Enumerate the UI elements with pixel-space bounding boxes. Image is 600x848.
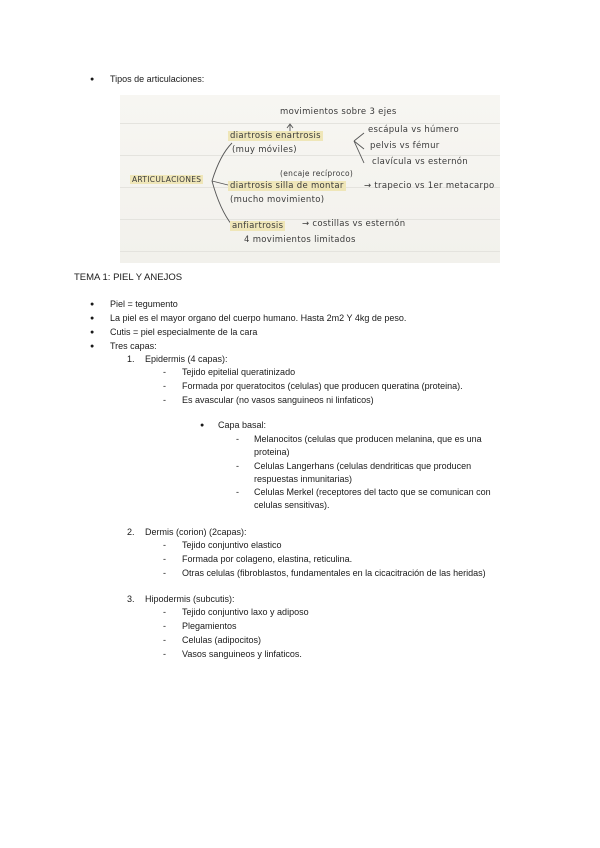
layer-item: Plegamientos: [182, 621, 237, 631]
diagram-branch1-sub: (muy móviles): [232, 145, 297, 155]
dash-marker: -: [163, 367, 166, 377]
dash-marker: -: [236, 434, 239, 444]
diagram-root: ARTICULACIONES: [132, 175, 202, 184]
bullet-text: Cutis = piel especialmente de la cara: [110, 327, 258, 337]
sublayer-title: Capa basal:: [218, 420, 267, 430]
dash-marker: -: [163, 568, 166, 578]
layer-item: Otras celulas (fibroblastos, fundamentales en la cicacitración de las heridas): [182, 568, 486, 578]
sublayer-item-cont: proteina): [254, 447, 290, 457]
list-number: 1.: [127, 354, 135, 364]
bullet-text: Piel = tegumento: [110, 299, 178, 309]
diagram-branch1-item: pelvis vs fémur: [370, 141, 440, 151]
layer-item: Tejido conjuntivo laxo y adiposo: [182, 607, 309, 617]
diagram-branch1-item: clavícula vs esternón: [372, 157, 468, 167]
layer-title: Dermis (corion) (2capas):: [145, 527, 247, 537]
diagram-branch3-sub: 4 movimientos limitados: [244, 235, 356, 245]
dash-marker: -: [163, 540, 166, 550]
bullet-dot: ●: [200, 422, 205, 429]
bullet-text: Tres capas:: [110, 341, 157, 351]
sublayer-item: Melanocitos (celulas que producen melanina, que es una: [254, 434, 482, 444]
bullet-dot: ●: [90, 301, 95, 308]
bullet-dot: ●: [90, 76, 95, 83]
section-heading: TEMA 1: PIEL Y ANEJOS: [74, 272, 183, 283]
dash-marker: -: [163, 621, 166, 631]
layer-item: Tejido conjuntivo elastico: [182, 540, 282, 550]
dash-marker: -: [163, 381, 166, 391]
sublayer-item: Celulas Langerhans (celulas dendriticas que producen: [254, 461, 472, 471]
list-number: 2.: [127, 527, 135, 537]
bullet-text: La piel es el mayor organo del cuerpo humano. Hasta 2m2 Y 4kg de peso.: [110, 313, 407, 323]
dash-marker: -: [163, 635, 166, 645]
dash-marker: -: [163, 554, 166, 564]
layer-item: Vasos sanguineos y linfaticos.: [182, 649, 302, 659]
dash-marker: -: [236, 487, 239, 497]
layer-item: Celulas (adipocitos): [182, 635, 262, 645]
diagram-branch2-note: (encaje recíproco): [280, 169, 354, 178]
list-number: 3.: [127, 594, 135, 604]
sublayer-item-cont: celulas sensitivas).: [254, 500, 330, 510]
diagram-branch3-arrow: → costillas vs esternón: [302, 219, 406, 229]
layer-title: Epidermis (4 capas):: [145, 354, 228, 364]
bullet-dot: ●: [90, 315, 95, 322]
layer-item: Tejido epitelial queratinizado: [182, 367, 296, 377]
bullet-dot: ●: [90, 329, 95, 336]
diagram-branch2-arrow: → trapecio vs 1er metacarpo: [364, 181, 495, 191]
dash-marker: -: [163, 395, 166, 405]
diagram-branch1-item: escápula vs húmero: [368, 125, 459, 135]
sublayer-item: Celulas Merkel (receptores del tacto que se comunican con: [254, 487, 491, 497]
layer-item: Es avascular (no vasos sanguineos ni linfaticos): [182, 395, 374, 405]
layer-item: Formada por colageno, elastina, reticulina.: [182, 554, 353, 564]
dash-marker: -: [163, 607, 166, 617]
layer-title: Hipodermis (subcutis):: [145, 594, 235, 604]
dash-marker: -: [236, 461, 239, 471]
diagram-top-note: movimientos sobre 3 ejes: [280, 107, 397, 117]
diagram-branch3-title: anfiartrosis: [232, 221, 284, 231]
diagram-branch2-sub: (mucho movimiento): [230, 195, 325, 205]
diagram-branch1-title: diartrosis enartrosis: [230, 131, 321, 141]
diagram-branch2-title: diartrosis silla de montar: [230, 181, 344, 191]
bullet-dot: ●: [90, 343, 95, 350]
dash-marker: -: [163, 649, 166, 659]
layer-item: Formada por queratocitos (celulas) que producen queratina (proteina).: [182, 381, 463, 391]
handwritten-diagram: [120, 95, 500, 263]
sublayer-item-cont: respuestas inmunitarias): [254, 474, 353, 484]
section-bullet-title: Tipos de articulaciones:: [110, 74, 205, 84]
